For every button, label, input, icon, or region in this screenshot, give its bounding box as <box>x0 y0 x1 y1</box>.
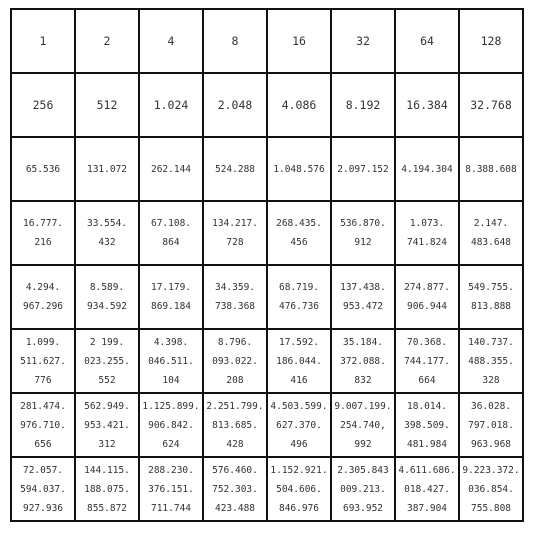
cell-value-line: 752.303. <box>212 483 258 495</box>
cell-value-line: 134.217. <box>212 218 258 229</box>
cell-value-line: 16 <box>292 33 306 48</box>
grid-cell <box>11 457 75 521</box>
grid-cell <box>139 201 203 265</box>
grid-cell <box>331 393 395 457</box>
grid-cell <box>459 201 523 265</box>
grid-cell <box>11 329 75 393</box>
cell-value-line: 741.824 <box>406 237 448 248</box>
grid-cell <box>11 73 75 137</box>
cell-value-line: 832 <box>354 374 372 386</box>
grid-cell <box>395 9 459 73</box>
cell-value-line: 312 <box>98 438 116 450</box>
cell-value-line: 906.944 <box>406 301 448 312</box>
grid-cell <box>395 201 459 265</box>
cell-value-line: 281.474. <box>20 400 66 412</box>
cell-value-line: 934.592 <box>86 301 128 312</box>
grid-cell <box>267 201 331 265</box>
grid-cell <box>331 137 395 201</box>
grid-cell <box>139 329 203 393</box>
cell-value-line: 776 <box>34 374 52 386</box>
grid-cell <box>395 393 459 457</box>
cell-value-line: 927.936 <box>22 502 64 514</box>
grid-cell <box>331 329 395 393</box>
grid-cell <box>459 457 523 521</box>
grid-cell <box>75 201 139 265</box>
cell-value-line: 387.904 <box>406 502 448 514</box>
powers-of-two-grid <box>10 8 524 522</box>
cell-value-line: 093.022. <box>212 355 258 367</box>
cell-value-line: 562.949. <box>84 400 130 412</box>
cell-value-line: 274.877. <box>404 282 450 293</box>
cell-value-line: 755.808 <box>470 502 512 514</box>
grid-cell <box>11 265 75 329</box>
cell-value-line: 953.421. <box>84 419 130 431</box>
cell-value-line: 137.438. <box>340 282 386 293</box>
grid-cell <box>267 393 331 457</box>
grid-cell <box>139 9 203 73</box>
cell-value-line: 481.984 <box>406 438 448 450</box>
grid-cell <box>267 9 331 73</box>
grid-cell <box>11 393 75 457</box>
cell-value-line: 423.488 <box>214 502 256 514</box>
grid-cell <box>459 9 523 73</box>
cell-value-line: 104 <box>162 374 180 386</box>
cell-value-line: 728 <box>226 237 244 248</box>
grid-cell <box>11 201 75 265</box>
cell-value-line: 432 <box>98 237 116 248</box>
cell-value-line: 4.398. <box>153 336 189 348</box>
grid-cell <box>75 9 139 73</box>
grid-row <box>11 393 523 457</box>
cell-value-line: 128 <box>480 33 502 48</box>
cell-value-line: 864 <box>162 237 180 248</box>
cell-value-line: 624 <box>162 438 180 450</box>
cell-value-line: 496 <box>290 438 308 450</box>
grid-cell <box>75 137 139 201</box>
cell-value-line: 846.976 <box>278 502 320 514</box>
cell-value-line: 046.511. <box>148 355 194 367</box>
grid-cell <box>75 265 139 329</box>
cell-value-line: 8.589. <box>89 282 125 293</box>
cell-value-line: 8.796. <box>217 336 253 348</box>
grid-cell <box>139 457 203 521</box>
cell-value-line: 552 <box>98 374 116 386</box>
cell-value-line: 208 <box>226 374 244 386</box>
cell-value-line: 4.611.686. <box>398 464 456 476</box>
grid-cell <box>267 73 331 137</box>
cell-value-line: 8.388.608 <box>465 163 517 175</box>
cell-value-line: 2 <box>103 33 111 48</box>
cell-value-line: 16.384 <box>406 97 448 112</box>
cell-value-line: 268.435. <box>276 218 322 229</box>
grid-cell <box>203 201 267 265</box>
cell-value-line: 1 <box>39 33 47 48</box>
cell-value-line: 8.192 <box>345 97 381 112</box>
grid-row <box>11 265 523 329</box>
cell-value-line: 328 <box>482 374 500 386</box>
cell-value-line: 17.179. <box>150 282 192 293</box>
grid-cell <box>395 73 459 137</box>
cell-value-line: 1.048.576 <box>273 163 325 175</box>
grid-cell <box>75 73 139 137</box>
grid-cell <box>75 457 139 521</box>
grid-cell <box>331 9 395 73</box>
cell-value-line: 64 <box>420 33 434 48</box>
cell-value-line: 68.719. <box>278 282 320 293</box>
grid-cell <box>139 73 203 137</box>
cell-value-line: 35.184. <box>342 336 384 348</box>
cell-value-line: 813.888 <box>470 301 512 312</box>
grid-row <box>11 329 523 393</box>
grid-cell <box>11 137 75 201</box>
cell-value-line: 855.872 <box>86 502 128 514</box>
grid-cell <box>203 329 267 393</box>
cell-value-line: 16.777. <box>22 218 64 229</box>
cell-value-line: 4 <box>167 33 175 48</box>
cell-value-line: 372.088. <box>340 355 386 367</box>
grid-row <box>11 201 523 265</box>
cell-value-line: 693.952 <box>342 502 384 514</box>
grid-cell <box>203 137 267 201</box>
grid-cell <box>267 265 331 329</box>
cell-value-line: 67.108. <box>150 218 192 229</box>
grid-row <box>11 73 523 137</box>
grid-row <box>11 9 523 73</box>
cell-value-line: 656 <box>34 438 52 450</box>
cell-value-line: 376.151. <box>148 483 194 495</box>
cell-value-line: 65.536 <box>25 163 61 175</box>
cell-value-line: 131.072 <box>86 163 128 175</box>
grid-cell <box>267 137 331 201</box>
grid-cell <box>459 137 523 201</box>
cell-value-line: 17.592. <box>278 336 320 348</box>
grid-cell <box>459 393 523 457</box>
cell-value-line: 504.606. <box>276 483 322 495</box>
cell-value-line: 906.842. <box>148 419 194 431</box>
cell-value-line: 144.115. <box>84 464 130 476</box>
grid-cell <box>459 265 523 329</box>
cell-value-line: 627.370. <box>276 419 322 431</box>
cell-value-line: 186.044. <box>276 355 322 367</box>
cell-value-line: 4.086 <box>281 97 317 112</box>
grid-cell <box>267 457 331 521</box>
cell-value-line: 664 <box>418 374 436 386</box>
cell-value-line: 2.305.843 <box>337 464 389 476</box>
cell-value-line: 36.028. <box>470 400 512 412</box>
cell-value-line: 711.744 <box>150 502 192 514</box>
cell-value-line: 4.194.304 <box>401 163 453 175</box>
cell-value-line: 549.755. <box>468 282 514 293</box>
grid-cell <box>395 329 459 393</box>
cell-value-line: 416 <box>290 374 308 386</box>
cell-value-line: 140.737. <box>468 336 514 348</box>
grid-cell <box>395 265 459 329</box>
cell-value-line: 2 199. <box>89 336 125 348</box>
grid-cell <box>203 393 267 457</box>
grid-cell <box>331 201 395 265</box>
cell-value-line: 34.359. <box>214 282 256 293</box>
cell-value-line: 398.509. <box>404 419 450 431</box>
cell-value-line: 4.294. <box>25 282 61 293</box>
cell-value-line: 483.648 <box>470 237 512 248</box>
grid-cell <box>459 73 523 137</box>
grid-cell <box>203 9 267 73</box>
cell-value-line: 9.223.372. <box>462 464 520 476</box>
cell-value-line: 4.503.599. <box>270 400 328 412</box>
grid-row <box>11 137 523 201</box>
cell-value-line: 256 <box>32 97 54 112</box>
cell-value-line: 2.097.152 <box>337 163 389 175</box>
cell-value-line: 744.177. <box>404 355 450 367</box>
cell-value-line: 18.014. <box>406 400 448 412</box>
cell-value-line: 476.736 <box>278 301 320 312</box>
cell-value-line: 594.037. <box>20 483 66 495</box>
grid-cell <box>139 137 203 201</box>
cell-value-line: 2.147. <box>473 218 509 229</box>
cell-value-line: 869.184 <box>150 301 192 312</box>
cell-value-line: 738.368 <box>214 301 256 312</box>
cell-value-line: 1.125.899. <box>142 400 200 412</box>
grid-cell <box>331 265 395 329</box>
grid-cell <box>75 329 139 393</box>
cell-value-line: 512 <box>96 97 118 112</box>
cell-value-line: 72.057. <box>22 464 64 476</box>
grid-body <box>11 9 523 521</box>
grid-cell <box>203 73 267 137</box>
cell-value-line: 32.768 <box>470 97 512 112</box>
cell-value-line: 524.288 <box>214 163 256 175</box>
cell-value-line: 32 <box>356 33 370 48</box>
cell-value-line: 254.740, <box>340 419 386 431</box>
cell-value-line: 428 <box>226 438 244 450</box>
grid-cell <box>459 329 523 393</box>
cell-value-line: 992 <box>354 438 372 450</box>
grid-cell <box>203 265 267 329</box>
cell-value-line: 188.075. <box>84 483 130 495</box>
grid-cell <box>395 457 459 521</box>
cell-value-line: 912 <box>354 237 372 248</box>
cell-value-line: 456 <box>290 237 308 248</box>
cell-value-line: 967.296 <box>22 301 64 312</box>
grid-cell <box>267 329 331 393</box>
cell-value-line: 963.968 <box>470 438 512 450</box>
cell-value-line: 023.255. <box>84 355 130 367</box>
cell-value-line: 009.213. <box>340 483 386 495</box>
cell-value-line: 813.685. <box>212 419 258 431</box>
cell-value-line: 216 <box>34 237 52 248</box>
cell-value-line: 797.018. <box>468 419 514 431</box>
grid-cell <box>331 73 395 137</box>
cell-value-line: 488.355. <box>468 355 514 367</box>
cell-value-line: 9.007.199. <box>334 400 392 412</box>
cell-value-line: 33.554. <box>86 218 128 229</box>
cell-value-line: 036.854. <box>468 483 514 495</box>
grid-cell <box>139 265 203 329</box>
cell-value-line: 976.710. <box>20 419 66 431</box>
grid-row <box>11 457 523 521</box>
grid-cell <box>395 137 459 201</box>
grid-cell <box>203 457 267 521</box>
cell-value-line: 288.230. <box>148 464 194 476</box>
grid-cell <box>11 9 75 73</box>
cell-value-line: 8 <box>231 33 239 48</box>
grid-cell <box>75 393 139 457</box>
cell-value-line: 536.870. <box>340 218 386 229</box>
cell-value-line: 018.427. <box>404 483 450 495</box>
cell-value-line: 511.627. <box>20 355 66 367</box>
cell-value-line: 1.152.921. <box>270 464 328 476</box>
cell-value-line: 576.460. <box>212 464 258 476</box>
cell-value-line: 1.024 <box>153 97 189 112</box>
cell-value-line: 953.472 <box>342 301 384 312</box>
cell-value-line: 1.099. <box>25 336 61 348</box>
grid-cell <box>331 457 395 521</box>
cell-value-line: 262.144 <box>150 163 192 175</box>
cell-value-line: 2.251.799. <box>206 400 264 412</box>
grid-cell <box>139 393 203 457</box>
cell-value-line: 1.073. <box>409 218 445 229</box>
cell-value-line: 70.368. <box>406 336 448 348</box>
cell-value-line: 2.048 <box>217 97 253 112</box>
